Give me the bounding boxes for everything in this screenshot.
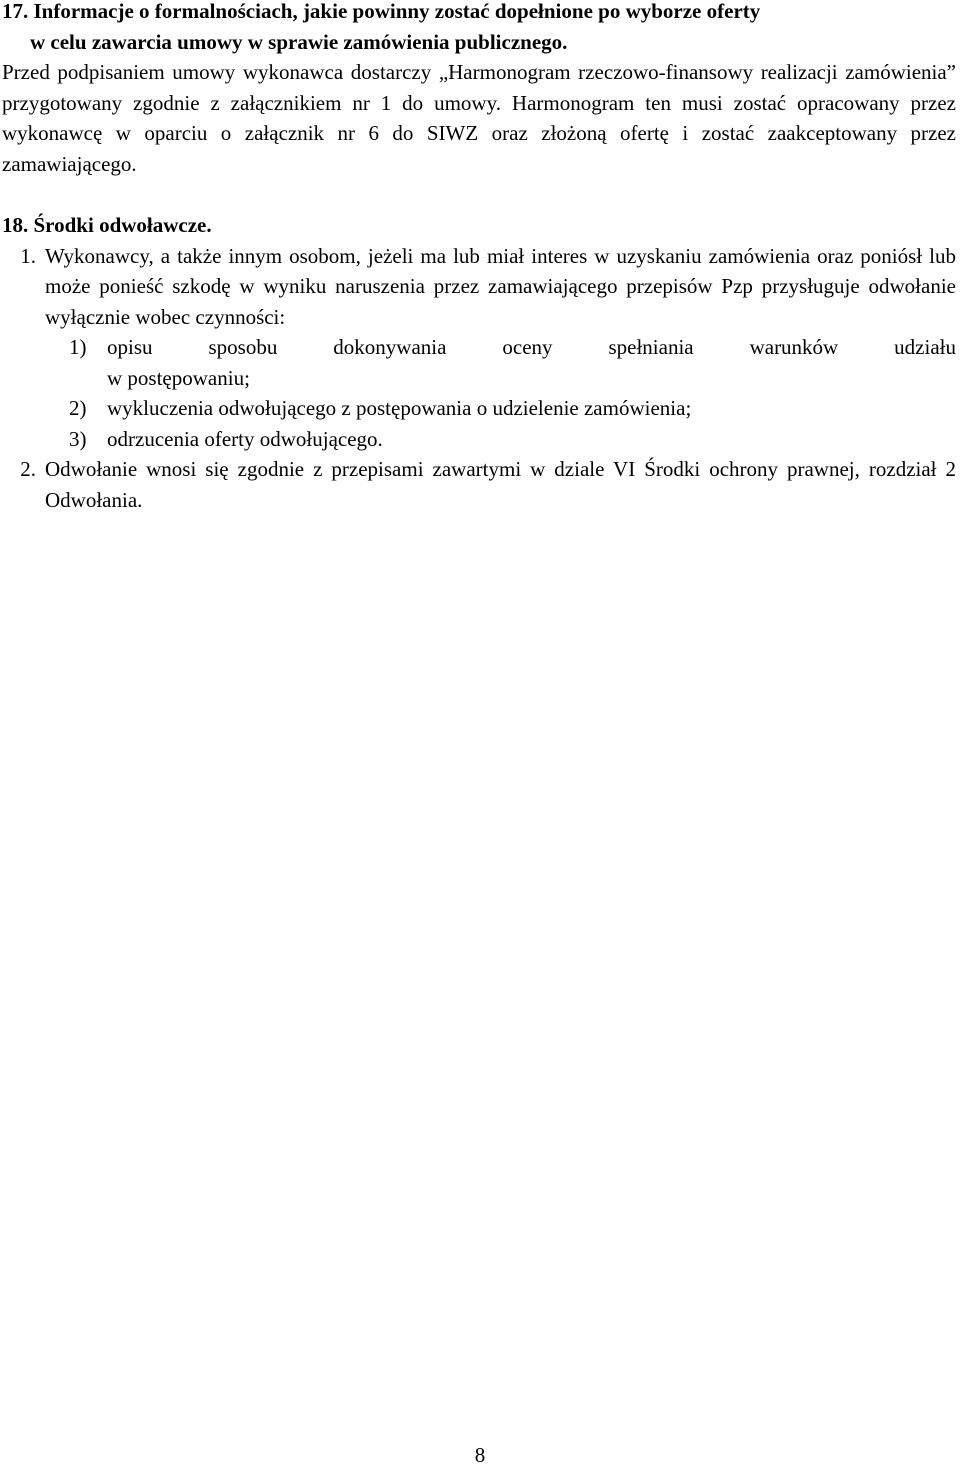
sub-item-text-line1: opisu sposobu dokonywania oceny spełniania warunków udziału bbox=[107, 335, 956, 359]
list-item-body bbox=[45, 241, 956, 333]
sub-list-item bbox=[32, 332, 956, 393]
sub-item-text: odrzucenia oferty odwołującego. bbox=[107, 426, 383, 451]
sub-list-item bbox=[32, 393, 956, 424]
section-17 bbox=[2, 0, 956, 179]
page-number: 8 bbox=[474, 1443, 486, 1467]
section-18-heading: 18. Środki odwoławcze. bbox=[2, 213, 212, 237]
sub-item-text: wykluczenia odwołującego z postępowania o udzielenie zamówienia; bbox=[107, 396, 692, 420]
list-item bbox=[2, 241, 956, 333]
list-item-text: Odwołanie wnosi się zgodnie z przepisami zawartymi w dziale VI Środki ochrony prawnej, rozdział 2 Odwołania. bbox=[45, 457, 956, 512]
section-17-heading bbox=[2, 0, 956, 57]
list-item bbox=[2, 454, 956, 515]
sub-item-number: 3) bbox=[69, 426, 87, 451]
list-item-number: 1. bbox=[20, 243, 36, 268]
sub-item-number: 1) bbox=[69, 335, 87, 359]
sub-list bbox=[2, 332, 956, 454]
section-18 bbox=[2, 210, 956, 515]
section-17-paragraph bbox=[2, 57, 956, 179]
section-17-paragraph-part2: Harmonogram ten musi zostać opracowany przez wykonawcę w oparciu o załącznik nr 6 do SIWZ oraz złożoną ofertę i zostać zaakceptowany przez zamawiającego. bbox=[2, 90, 957, 176]
sub-item-number: 2) bbox=[69, 396, 87, 420]
sub-item-text-line2: w postępowaniu; bbox=[107, 365, 250, 390]
list-item-text: Wykonawcy, a także innym osobom, jeżeli ma lub miał interes w uzyskaniu zamówienia oraz poniósł lub może ponieść szkodę w wyniku naruszenia przez zamawiającego przepisów Pzp przysługuje odwołanie wyłącznie wobec czynności: bbox=[45, 243, 956, 329]
section-17-heading-line2: w celu zawarcia umowy w sprawie zamówienia publicznego. bbox=[30, 29, 568, 54]
section-17-heading-line1: 17. Informacje o formalnościach, jakie powinny zostać dopełnione po wyborze oferty bbox=[2, 0, 761, 23]
sub-list-item bbox=[32, 424, 956, 455]
sub-item-body bbox=[107, 332, 956, 393]
list-item-number: 2. bbox=[20, 457, 36, 481]
section-17-paragraph-part1: Przed podpisaniem umowy wykonawca dostarczy „Harmonogram rzeczowo-finansowy realizacji zamówienia” przygotowany zgodnie z załącznikiem nr 1 do umowy. bbox=[2, 60, 956, 115]
